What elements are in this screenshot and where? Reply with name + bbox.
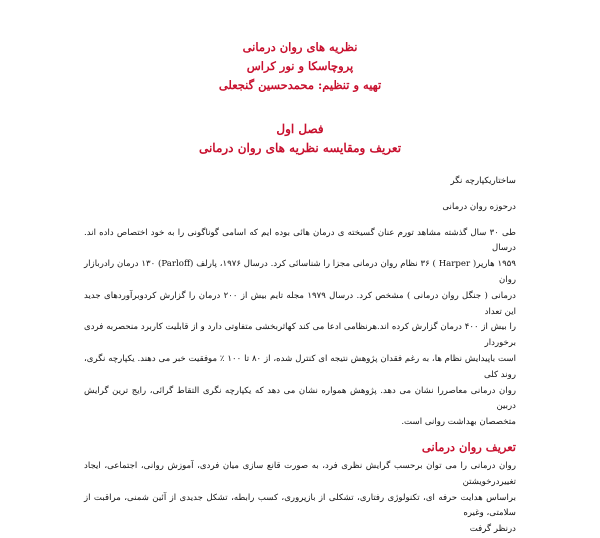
- paragraph-line: است باپیدایش نظام ها، به رغم فقدان پژوهش نتیجه ای کنترل شده، از ۸۰ تا ۱۰۰ ٪ موفقیت خبر می دهند. یکپارچه نگری، روند کلی: [84, 353, 516, 380]
- book-title: نظریه های روان درمانی: [242, 40, 358, 54]
- subheading-integrative: ساختاریکپارچه نگر: [450, 176, 516, 186]
- section-heading: تعریف روان درمانی: [421, 439, 516, 454]
- book-authors: پروچاسکا و نور کراس: [246, 59, 354, 73]
- paragraph-line: طی ۳۰ سال گذشته مشاهد تورم عنان گسیخته ی درمان هائی بوده ایم که اسامی گوناگونی را به خود اختصاص داده اند. درسال: [84, 227, 516, 254]
- paragraph-line: روان درمانی معاصررا نشان می دهد. پژوهش همواره نشان می دهد که یکپارچه نگری التقاط گرائی، رایج ترین گرایش دربین: [84, 385, 516, 412]
- title-block: [0, 38, 600, 95]
- body-text: [84, 174, 516, 538]
- paragraph-line: متخصصان بهداشت روانی است.: [401, 417, 516, 428]
- paragraph-line: روان درمانی را می توان برحسب گرایش نظری فرد، به صورت قانع سازی میان فردی، آموزش روانی، اجتماعی، ایجاد تغییردرخویشتن: [84, 460, 516, 487]
- compiler-credit: تهیه و تنظیم: محمدحسین گنجعلی: [218, 78, 382, 92]
- paragraph-line: ۱۹۵۹ هارپر( Harper ) ۳۶ نظام روان درمانی مجزا را شناسائی کرد. درسال ۱۹۷۶، پارلف (Parloff) ۱۳۰ درمان رادربازار روان: [84, 259, 516, 285]
- subheading-domain: درحوزه روان درمانی: [442, 201, 516, 212]
- paragraph-line: را بیش از ۴۰۰ درمان گزارش کرده اند.هرنظامی ادعا می کند کهاثربخشی متفاوتی دارد و از قابلیت کاربرد منحصربه فردی برخوردار: [84, 322, 516, 349]
- paragraph-line: درنظر گرفت: [469, 524, 516, 535]
- paragraph-line: درمانی ( جنگل روان درمانی ) مشخص کرد. درسال ۱۹۷۹ مجله تایم بیش از ۲۰۰ درمان را گزارش کردوبرآوردهای جدید این تعداد: [84, 290, 516, 317]
- chapter-title: تعریف ومقایسه نظریه های روان درمانی: [198, 141, 402, 155]
- paragraph-line: براساس هدایت حرفه ای، تکنولوژی رفتاری، تشکلی از بازپروری، کسب رابطه، تشکل جدیدی از آئین شمنی، مراقبت از سلامتی، وغیره: [84, 492, 516, 519]
- chapter-block: [0, 120, 600, 158]
- chapter-number: فصل اول: [276, 122, 324, 136]
